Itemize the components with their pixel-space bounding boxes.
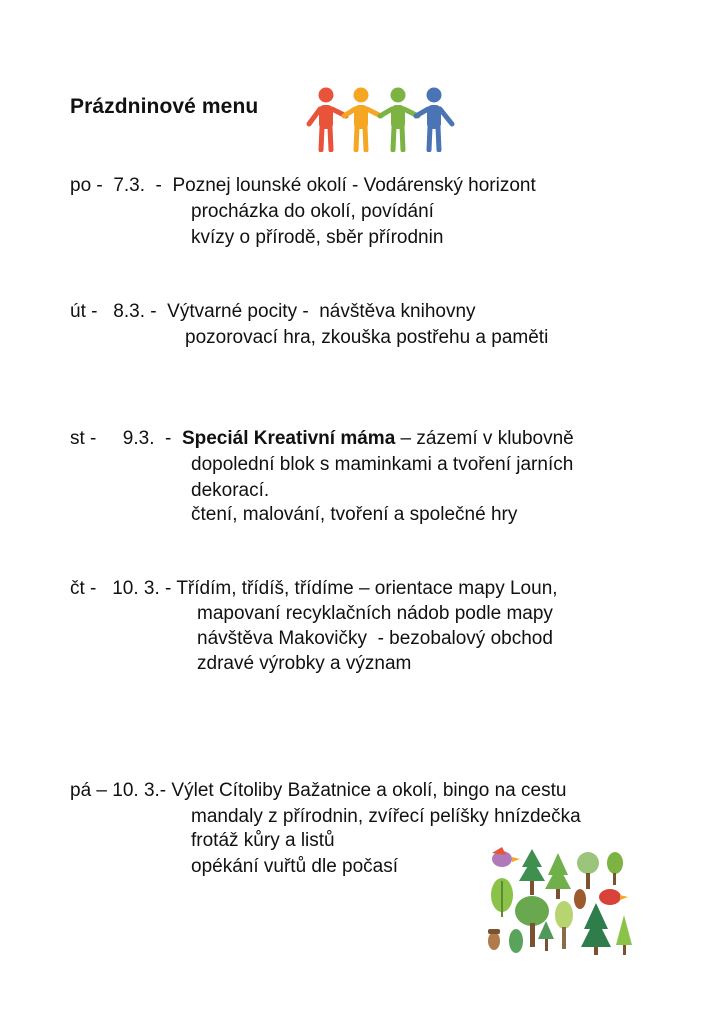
day-label: st - <box>70 428 97 449</box>
activity-line: – zázemí v klubovně <box>395 428 574 449</box>
activity-line: Poznej lounské okolí - Vodárenský horizont <box>172 175 536 196</box>
day-date: 10. 3.- <box>112 780 167 801</box>
person-green <box>380 88 418 151</box>
day-row-friday <box>70 780 566 802</box>
special-event-title: Speciál Kreativní máma <box>181 428 396 449</box>
activity-line: opékání vuřtů dle počasí <box>191 856 399 877</box>
activity-line: zdravé výrobky a význam <box>197 653 412 674</box>
activity-line: mapovaní recyklačních nádob podle mapy <box>197 603 553 624</box>
activity-line: pozorovací hra, zkouška postřehu a paměti <box>185 327 549 348</box>
day-date: 9.3. - <box>122 428 172 449</box>
day-row-wednesday <box>70 428 574 450</box>
activity-line: dekorací. <box>191 480 270 501</box>
person-red <box>309 88 346 151</box>
activity-line: dopolední blok s maminkami a tvoření jarních <box>191 454 574 475</box>
day-date: 8.3. - <box>113 301 157 322</box>
people-holding-hands-icon <box>306 86 456 152</box>
activity-line: Třídím, třídíš, třídíme – orientace mapy Loun, <box>176 578 558 599</box>
day-row-tuesday <box>70 301 476 323</box>
activity-line: Výlet Cítoliby Bažatnice a okolí, bingo na cestu <box>171 780 567 801</box>
day-date: 10. 3. - <box>112 578 172 599</box>
page-title: Prázdninové menu <box>70 95 259 118</box>
activity-line: kvízy o přírodě, sběr přírodnin <box>191 227 444 248</box>
day-date: 7.3. - <box>113 175 162 196</box>
activity-line: procházka do okolí, povídání <box>191 201 434 222</box>
activity-line: frotáž kůry a listů <box>191 830 335 851</box>
day-row-thursday <box>70 578 558 600</box>
forest-trees-birds-icon <box>484 845 634 957</box>
day-label: po - <box>70 175 103 196</box>
day-label: pá – <box>70 780 107 801</box>
activity-line: mandaly z přírodnin, zvířecí pelíšky hnízdečka <box>191 806 581 827</box>
day-label: út - <box>70 301 98 322</box>
day-label: čt - <box>70 578 97 599</box>
activity-line: Výtvarné pocity - návštěva knihovny <box>167 301 476 322</box>
activity-line: návštěva Makovičky - bezobalový obchod <box>197 628 553 649</box>
day-row-monday <box>70 175 536 197</box>
activity-line: čtení, malování, tvoření a společné hry <box>191 504 518 525</box>
person-orange <box>344 88 381 151</box>
person-blue <box>416 88 452 151</box>
